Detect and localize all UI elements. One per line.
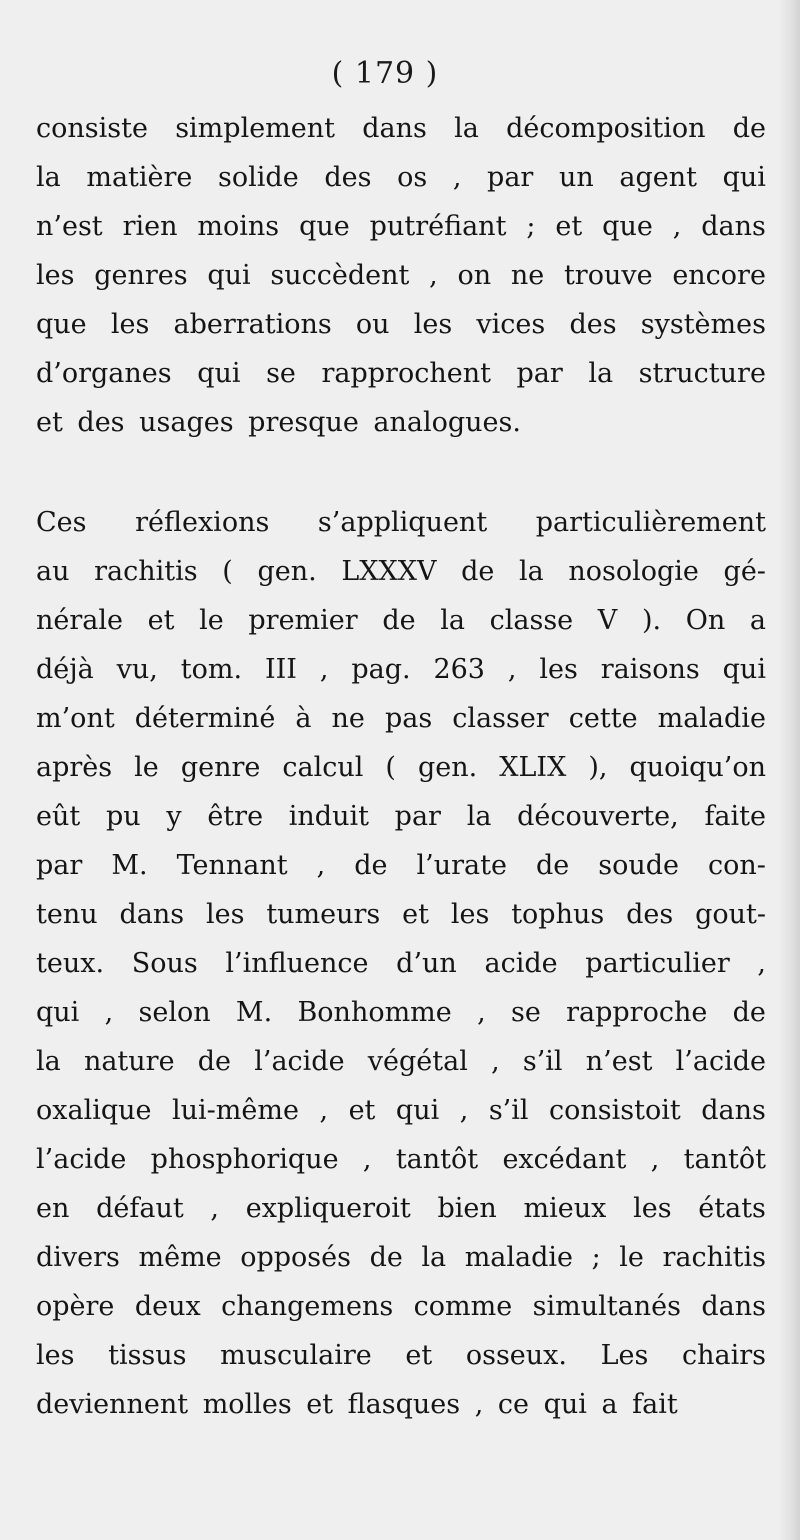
text-line: par M. Tennant , de l’urate de soude con- [36,850,766,881]
text-line: Ces réflexions s’appliquent particulièrement [36,507,766,538]
text-line: que les aberrations ou les vices des systèmes [36,309,766,340]
text-line: l’acide phosphorique , tantôt excédant , tantôt [36,1144,766,1175]
page-edge-shadow [778,0,800,1540]
text-line: opère deux changemens comme simultanés dans [36,1291,766,1322]
text-line: tenu dans les tumeurs et les tophus des gout- [36,899,766,930]
text-line: en défaut , expliqueroit bien mieux les états [36,1193,766,1224]
text-line: qui , selon M. Bonhomme , se rapproche de [36,997,766,1028]
text-line: n’est rien moins que putréfiant ; et que , dans [36,211,766,242]
page-number: ( 179 ) [331,56,439,91]
text-line: nérale et le premier de la classe V ). On a [36,605,766,636]
text-line: déjà vu, tom. III , pag. 263 , les raisons qui [36,654,766,685]
paragraph-1 [36,104,766,447]
text-line: oxalique lui-même , et qui , s’il consistoit dans [36,1095,766,1126]
text-line: les tissus musculaire et osseux. Les chairs [36,1340,766,1371]
text-line: consiste simplement dans la décomposition de [36,113,766,144]
text-line: les genres qui succèdent , on ne trouve encore [36,260,766,291]
text-line: au rachitis ( gen. LXXXV de la nosologie gé- [36,556,766,587]
paragraph-2 [36,498,766,1429]
text-line: divers même opposés de la maladie ; le rachitis [36,1242,766,1273]
text-line: teux. Sous l’influence d’un acide particulier , [36,948,766,979]
text-line: après le genre calcul ( gen. XLIX ), quoiqu’on [36,752,766,783]
text-line: et des usages presque analogues. [36,407,521,438]
text-line: eût pu y être induit par la découverte, faite [36,801,766,832]
text-line: d’organes qui se rapprochent par la structure [36,358,766,389]
text-line: la nature de l’acide végétal , s’il n’est l’acide [36,1046,766,1077]
text-line: la matière solide des os , par un agent qui [36,162,766,193]
text-line: deviennent molles et flasques , ce qui a fait [36,1389,678,1420]
text-line: m’ont déterminé à ne pas classer cette maladie [36,703,766,734]
